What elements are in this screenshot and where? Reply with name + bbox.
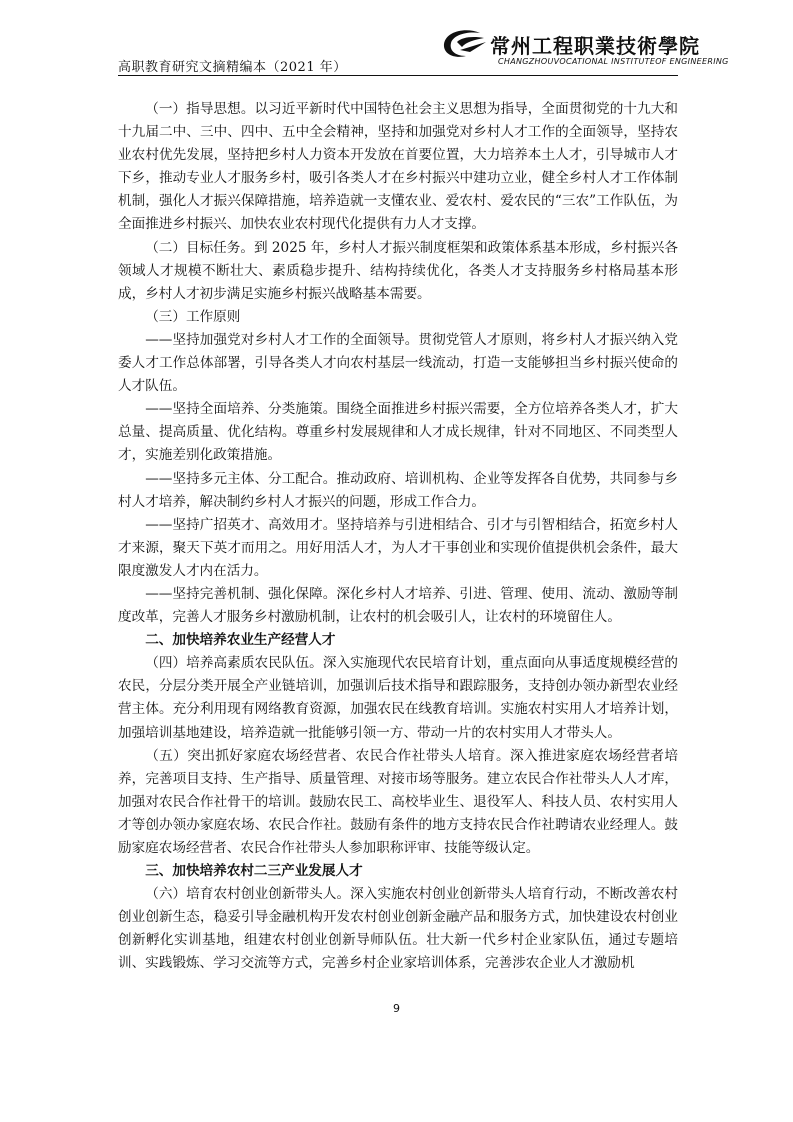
college-name-en: CHANGZHOUVOCATIONAL INSTITUTEOF ENGINEERING <box>498 57 729 66</box>
paragraph: （一）指导思想。以习近平新时代中国特色社会主义思想为指导，全面贯彻党的十九大和十九届二中、三中、四中、五中全会精神，坚持和加强党对乡村人才工作的全面领导，坚持农业农村优先发展，坚持把乡村人力资本开发放在首要位置，大力培养本土人才，引导城市人才下乡，推动专业人才服务乡村，吸引各类人才在乡村振兴中建功立业，健全乡村人才工作体制机制，强化人才振兴保障措施，培养造就一支懂农业、爱农村、爱农民的“三农”工作队伍，为全面推进乡村振兴、加快农业农村现代化提供有力人才支撑。 <box>118 101 678 233</box>
paragraph: （六）培育农村创业创新带头人。深入实施农村创业创新带头人培育行动，不断改善农村创业创新生态，稳妥引导金融机构开发农村创业创新金融产品和服务方式，加快建设农村创业创新孵化实训基地，组建农村创业创新导师队伍。壮大新一代乡村企业家队伍，通过专题培训、实践锻炼、学习交流等方式，完善乡村企业家培训体系，完善涉农企业人才激励机 <box>118 886 678 972</box>
section-heading: 二、加快培养农业生产经营人才 <box>145 632 336 649</box>
paragraph: （四）培养高素质农民队伍。深入实施现代农民培育计划，重点面向从事适度规模经营的农民，分层分类开展全产业链培训，加强训后技术指导和跟踪服务，支持创办领办新型农业经营主体。充分利用现有网络教育资源，加强农民在线教育培训。实施农村实用人才培养计划，加强培训基地建设，培养造就一批能够引领一方、带动一片的农村实用人才带头人。 <box>118 655 678 741</box>
paragraph: ——坚持全面培养、分类施策。围绕全面推进乡村振兴需要，全方位培养各类人才，扩大总量、提高质量、优化结构。尊重乡村发展规律和人才成长规律，针对不同地区、不同类型人才，实施差别化政策措施。 <box>118 401 678 464</box>
paragraph: ——坚持多元主体、分工配合。推动政府、培训机构、企业等发挥各自优势，共同参与乡村人才培养，解决制约乡村人才振兴的问题，形成工作合力。 <box>118 470 678 510</box>
page-header <box>118 28 729 76</box>
paragraph: ——坚持完善机制、强化保障。深化乡村人才培养、引进、管理、使用、流动、激励等制度改革，完善人才服务乡村激励机制，让农村的机会吸引人，让农村的环境留住人。 <box>118 585 678 626</box>
header-title: 高职教育研究文摘精编本（2021 年） <box>118 60 347 75</box>
page-number: 9 <box>393 1002 400 1015</box>
paragraph: ——坚持加强党对乡村人才工作的全面领导。贯彻党管人才原则，将乡村人才振兴纳入党委人才工作总体部署，引导各类人才向农村基层一线流动，打造一支能够担当乡村振兴使命的人才队伍。 <box>118 331 678 395</box>
section-heading: 三、加快培养农村二三产业发展人才 <box>145 863 363 880</box>
paragraph: （二）目标任务。到 2025 年，乡村人才振兴制度框架和政策体系基本形成，乡村振兴各领域人才规模不断壮大、素质稳步提升、结构持续优化，各类人才支持服务乡村格局基本形成，乡村人才初步满足实施乡村振兴战略基本需要。 <box>118 239 678 302</box>
paragraph: （五）突出抓好家庭农场经营者、农民合作社带头人培育。深入推进家庭农场经营者培养，完善项目支持、生产指导、质量管理、对接市场等服务。建立农民合作社带头人人才库，加强对农民合作社骨干的培训。鼓励农民工、高校毕业生、退役军人、科技人员、农村实用人才等创办领办家庭农场、农民合作社。鼓励有条件的地方支持农民合作社聘请农业经理人。鼓励家庭农场经营者、农民合作社带头人参加职称评审、技能等级认定。 <box>118 747 678 856</box>
college-logo-icon <box>440 28 488 60</box>
paragraph: ——坚持广招英才、高效用才。坚持培养与引进相结合、引才与引智相结合，拓宽乡村人才来源，聚天下英才而用之。用好用活人才，为人才干事创业和实现价值提供机会条件，最大限度激发人才内在活力。 <box>118 516 678 579</box>
college-name: 常州工程职業技術學院 <box>490 34 700 58</box>
paragraph: （三）工作原则 <box>145 308 241 325</box>
document-body <box>118 98 678 976</box>
header-divider <box>118 75 678 76</box>
